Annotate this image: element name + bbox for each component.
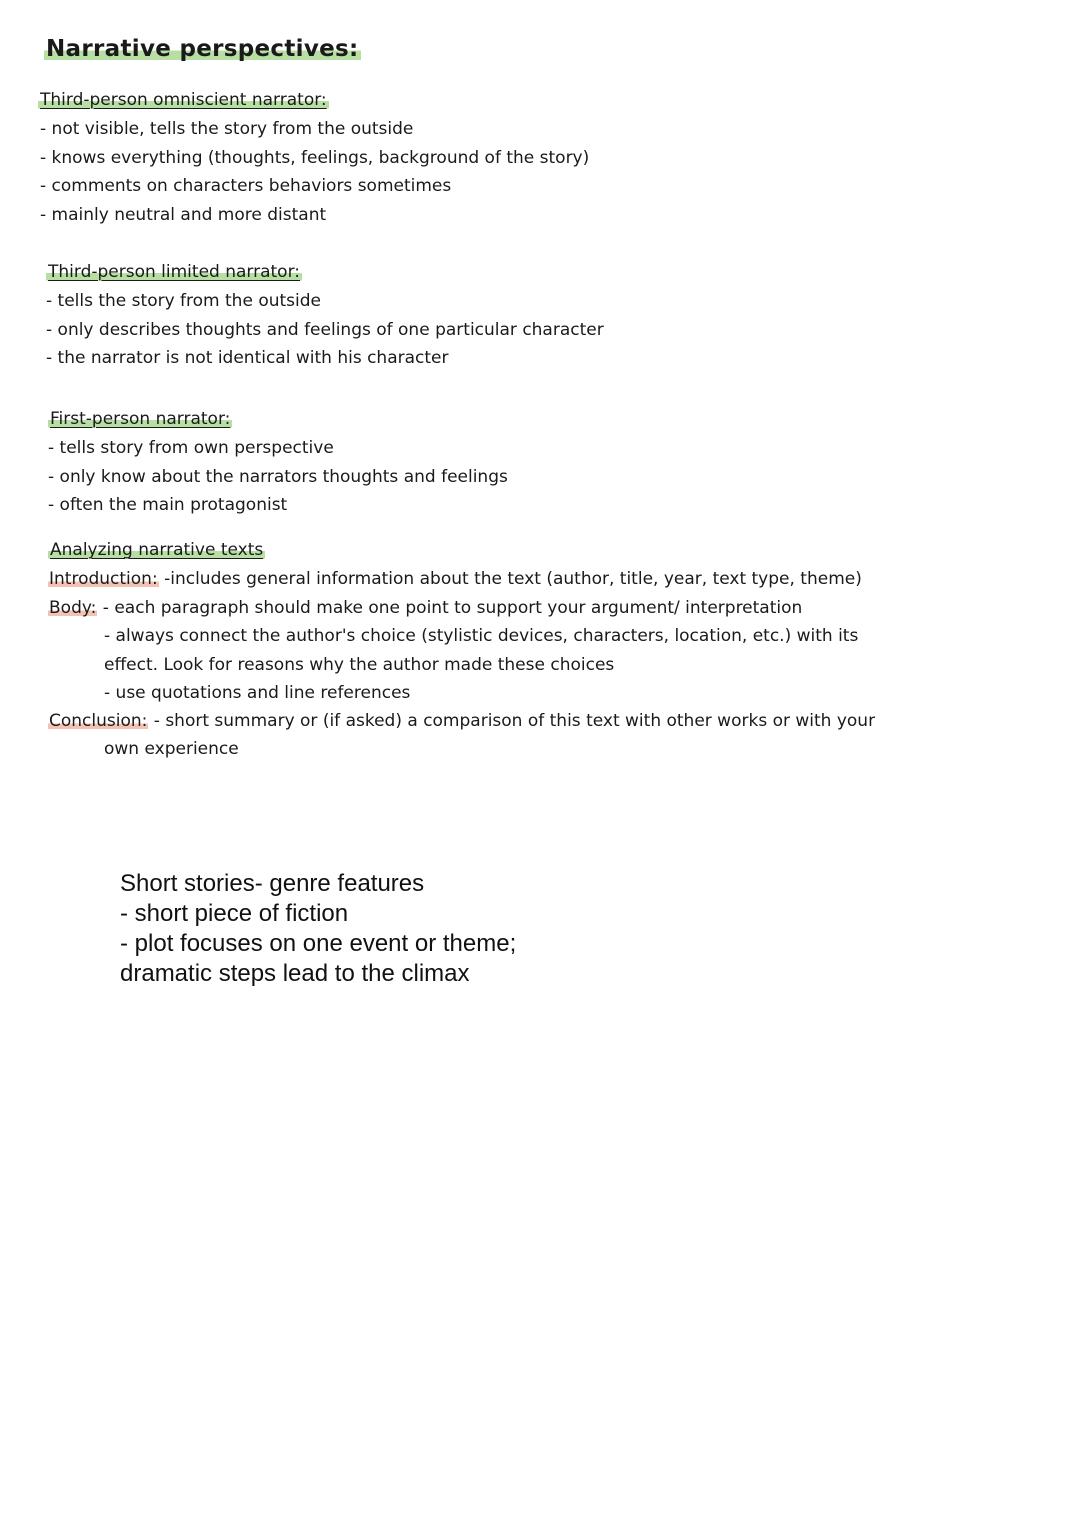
short-stories-block — [120, 869, 516, 989]
body-label: Body: — [49, 598, 97, 618]
list-item: - short piece of fiction — [120, 900, 349, 927]
conclusion-line — [48, 707, 875, 736]
conclusion-label: Conclusion: — [49, 711, 148, 731]
list-item: - plot focuses on one event or theme; — [120, 930, 517, 957]
analyzing-heading: Analyzing narrative texts — [50, 540, 264, 560]
page-title — [44, 36, 361, 62]
list-item: - tells story from own perspective — [48, 438, 334, 458]
list-item: - the narrator is not identical with his character — [46, 348, 449, 368]
list-item: - use quotations and line references — [104, 683, 411, 703]
conclusion-continuation: own experience — [104, 739, 239, 759]
omniscient-list — [40, 115, 589, 229]
list-item: - comments on characters behaviors sometimes — [40, 176, 452, 196]
list-item: - mainly neutral and more distant — [40, 204, 327, 225]
list-item: - always connect the author's choice (stylistic devices, characters, location, etc.) with its — [104, 626, 859, 646]
omniscient-heading: Third-person omniscient narrator: — [40, 90, 327, 110]
short-stories-heading: Short stories- genre features — [120, 870, 425, 897]
first-person-heading: First-person narrator: — [50, 409, 231, 429]
introduction-line — [48, 565, 862, 594]
list-item: - only describes thoughts and feelings of one particular character — [46, 319, 604, 340]
conclusion-text: - short summary or (if asked) a comparison of this text with other works or with your — [148, 711, 876, 731]
body-text: - each paragraph should make one point to support your argument/ interpretation — [97, 598, 803, 618]
list-item: - tells the story from the outside — [46, 291, 321, 311]
body-continuation — [104, 622, 858, 708]
limited-list — [46, 287, 604, 373]
first-person-list — [48, 434, 508, 520]
introduction-label: Introduction: — [49, 569, 158, 589]
list-item: effect. Look for reasons why the author made these choices — [104, 654, 615, 675]
list-item: - only know about the narrators thoughts and feelings — [48, 466, 508, 487]
list-item: - knows everything (thoughts, feelings, background of the story) — [40, 147, 590, 168]
limited-heading: Third-person limited narrator: — [48, 262, 300, 282]
page-title-text: Narrative perspectives: — [46, 36, 359, 62]
body-line — [48, 594, 802, 623]
list-item: - often the main protagonist — [48, 495, 288, 515]
list-item: - not visible, tells the story from the outside — [40, 119, 414, 139]
list-item: dramatic steps lead to the climax — [120, 960, 470, 987]
introduction-text: -includes general information about the text (author, title, year, text type, theme) — [158, 569, 862, 589]
